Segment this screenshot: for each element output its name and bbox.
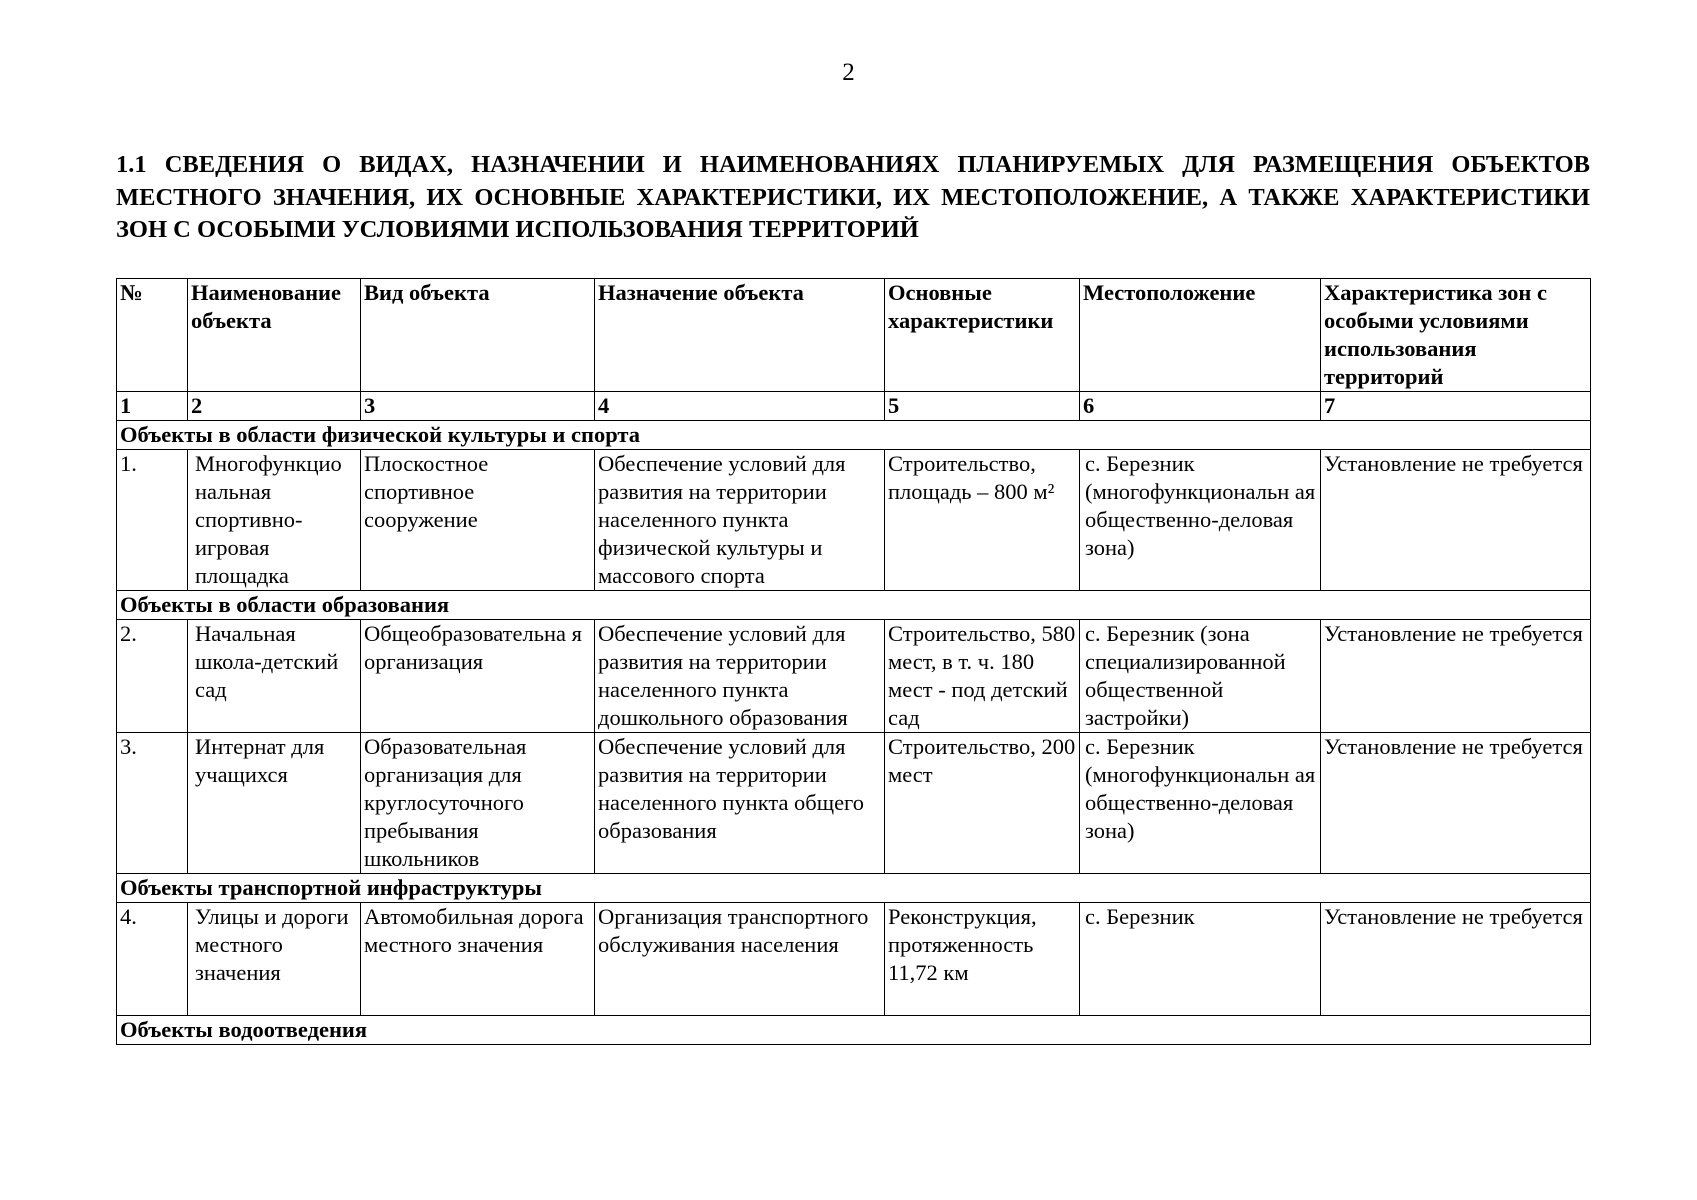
header-number: № <box>117 279 188 392</box>
section-row-transport <box>117 874 1591 903</box>
object-purpose: Обеспечение условий для развития на территории населенного пункта физической культуры и массового спорта <box>595 450 885 591</box>
zone-characteristics: Установление не требуется <box>1321 620 1591 733</box>
header-object-purpose: Назначение объекта <box>595 279 885 392</box>
column-number: 6 <box>1080 392 1321 421</box>
table-row <box>117 733 1591 874</box>
section-title: Объекты в области образования <box>117 591 1591 620</box>
header-main-characteristics: Основные характеристики <box>885 279 1080 392</box>
table-row <box>117 620 1591 733</box>
section-title: Объекты в области физической культуры и спорта <box>117 421 1591 450</box>
column-number: 4 <box>595 392 885 421</box>
object-type: Плоскостное спортивное сооружение <box>361 450 595 591</box>
object-name: Улицы и дороги местного значения <box>188 903 361 1016</box>
header-location: Местоположение <box>1080 279 1321 392</box>
object-purpose: Обеспечение условий для развития на территории населенного пункта дошкольного образования <box>595 620 885 733</box>
column-number: 2 <box>188 392 361 421</box>
object-name: Многофункцио нальная спортивно-игровая площадка <box>188 450 361 591</box>
object-location: с. Березник <box>1080 903 1321 1016</box>
table-row <box>117 903 1591 1016</box>
object-characteristics: Реконструкция, протяженность 11,72 км <box>885 903 1080 1016</box>
object-location: с. Березник (многофункциональн ая общественно-деловая зона) <box>1080 733 1321 874</box>
table-row <box>117 450 1591 591</box>
section-row-wastewater <box>117 1016 1591 1045</box>
header-object-type: Вид объекта <box>361 279 595 392</box>
header-zone-characteristics: Характеристика зон с особыми условиями использования территорий <box>1321 279 1591 392</box>
section-row-sport <box>117 421 1591 450</box>
object-characteristics: Строительство, площадь – 800 м² <box>885 450 1080 591</box>
zone-characteristics: Установление не требуется <box>1321 450 1591 591</box>
row-number: 1. <box>117 450 188 591</box>
zone-characteristics: Установление не требуется <box>1321 903 1591 1016</box>
table-header-row <box>117 279 1591 392</box>
column-number: 1 <box>117 392 188 421</box>
section-row-education <box>117 591 1591 620</box>
object-name: Начальная школа-детский сад <box>188 620 361 733</box>
section-heading: 1.1 СВЕДЕНИЯ О ВИДАХ, НАЗНАЧЕНИИ И НАИМЕНОВАНИЯХ ПЛАНИРУЕМЫХ ДЛЯ РАЗМЕЩЕНИЯ ОБЪЕКТОВ МЕСТНОГО ЗНАЧЕНИЯ, ИХ ОСНОВНЫЕ ХАРАКТЕРИСТИКИ, ИХ МЕСТОПОЛОЖЕНИЕ, А ТАКЖЕ ХАРАКТЕРИСТИКИ ЗОН С ОСОБЫМИ УСЛОВИЯМИ ИСПОЛЬЗОВАНИЯ ТЕРРИТОРИЙ <box>116 151 1590 243</box>
page-number: 2 <box>842 59 855 86</box>
object-location: с. Березник (зона специализированной общественной застройки) <box>1080 620 1321 733</box>
object-type: Общеобразовательна я организация <box>361 620 595 733</box>
section-title: Объекты транспортной инфраструктуры <box>117 874 1591 903</box>
object-type: Автомобильная дорога местного значения <box>361 903 595 1016</box>
section-title: Объекты водоотведения <box>117 1016 1591 1045</box>
column-number: 5 <box>885 392 1080 421</box>
object-type: Образовательная организация для круглосуточного пребывания школьников <box>361 733 595 874</box>
row-number: 2. <box>117 620 188 733</box>
column-number: 3 <box>361 392 595 421</box>
row-number: 3. <box>117 733 188 874</box>
object-characteristics: Строительство, 200 мест <box>885 733 1080 874</box>
object-characteristics: Строительство, 580 мест, в т. ч. 180 мест - под детский сад <box>885 620 1080 733</box>
object-location: с. Березник (многофункциональн ая общественно-деловая зона) <box>1080 450 1321 591</box>
header-object-name: Наименование объекта <box>188 279 361 392</box>
zone-characteristics: Установление не требуется <box>1321 733 1591 874</box>
object-purpose: Обеспечение условий для развития на территории населенного пункта общего образования <box>595 733 885 874</box>
object-purpose: Организация транспортного обслуживания населения <box>595 903 885 1016</box>
object-name: Интернат для учащихся <box>188 733 361 874</box>
column-number: 7 <box>1321 392 1591 421</box>
row-number: 4. <box>117 903 188 1016</box>
planned-objects-table <box>116 278 1591 1045</box>
column-numbers-row <box>117 392 1591 421</box>
